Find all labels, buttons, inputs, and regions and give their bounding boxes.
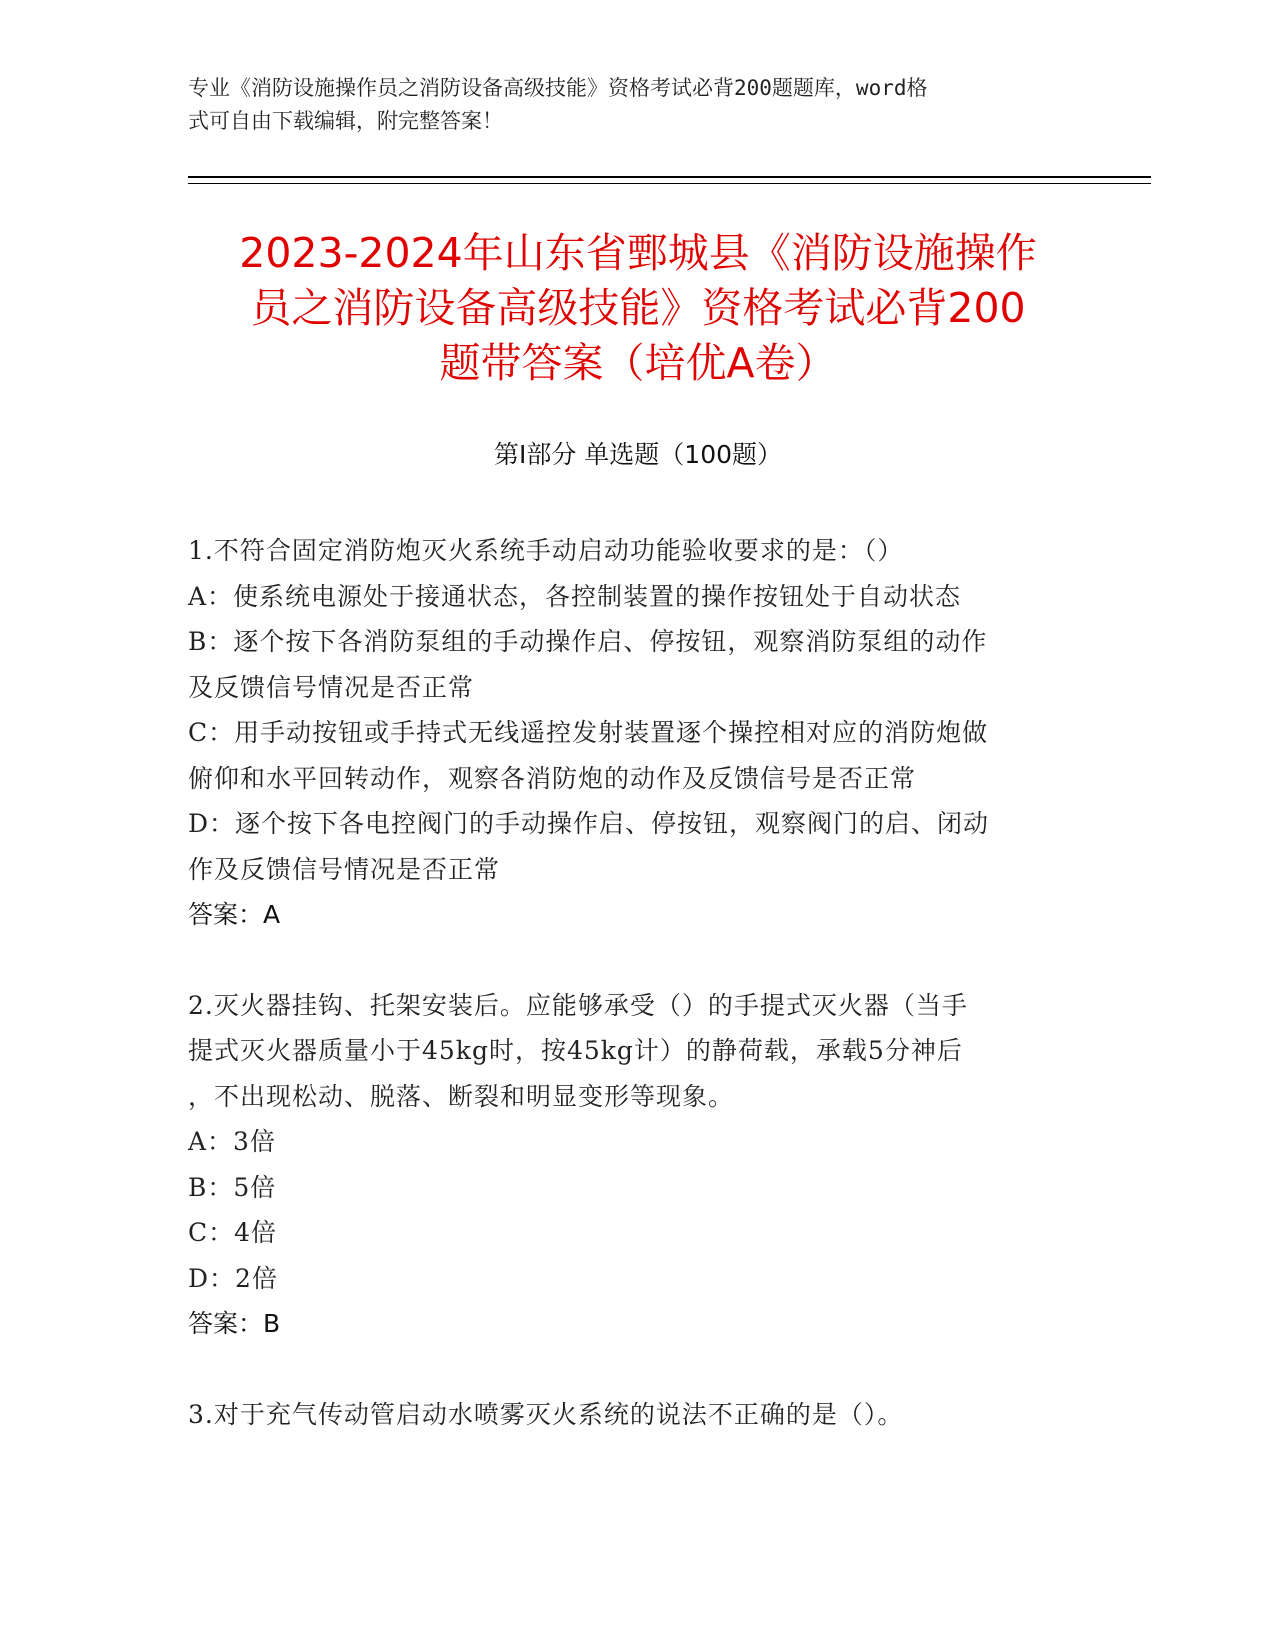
question-stem: 2.灭火器挂钩、托架安装后。应能够承受（）的手提式灭火器（当手 — [188, 990, 968, 1020]
answer-line: 答案：A — [188, 900, 281, 929]
document-title — [188, 226, 1088, 391]
option-c: C：用手动按钮或手持式无线遥控发射装置逐个操控相对应的消防炮做 — [188, 718, 989, 747]
option-b: B：5倍 — [188, 1172, 277, 1202]
option-d: D：2倍 — [188, 1263, 278, 1293]
question-stem: 3.对于充气传动管启动水喷雾灭火系统的说法不正确的是（）。 — [188, 1399, 904, 1429]
question-stem: 1.不符合固定消防炮灭火系统手动启动功能验收要求的是：（） — [188, 536, 904, 565]
question-stem-continued: 提式灭火器质量小于45kg时，按45kg计）的静荷载，承载5分神后 — [188, 1036, 963, 1065]
option-c: C：4倍 — [188, 1218, 278, 1247]
header-note-line: 式可自由下载编辑，附完整答案！ — [188, 109, 503, 133]
question-2 — [188, 983, 1068, 1347]
option-d-continued: 作及反馈信号情况是否正常 — [188, 854, 501, 884]
option-a: A：3倍 — [188, 1127, 276, 1156]
header-note-line: 专业《消防设施操作员之消防设备高级技能》资格考试必背200题题库，word格 — [188, 76, 928, 100]
section-heading: 第Ⅰ部分 单选题（100题） — [493, 440, 783, 469]
option-c-continued: 俯仰和水平回转动作，观察各消防炮的动作及反馈信号是否正常 — [188, 763, 917, 793]
option-b: B：逐个按下各消防泵组的手动操作启、停按钮，观察消防泵组的动作 — [188, 627, 988, 656]
question-list — [188, 528, 1068, 1437]
header-divider-thin — [188, 183, 1151, 184]
title-line: 2023-2024年山东省鄄城县《消防设施操作 — [239, 229, 1037, 277]
title-line: 题带答案（培优A卷） — [439, 339, 837, 387]
title-line: 员之消防设备高级技能》资格考试必背200 — [250, 284, 1026, 332]
option-d: D：逐个按下各电控阀门的手动操作启、停按钮，观察阀门的启、闭动 — [188, 809, 990, 838]
option-a: A：使系统电源处于接通状态，各控制装置的操作按钮处于自动状态 — [188, 581, 962, 611]
question-3 — [188, 1392, 1068, 1438]
header-note — [188, 72, 1068, 138]
question-stem-continued: ，不出现松动、脱落、断裂和明显变形等现象。 — [188, 1081, 735, 1111]
question-1 — [188, 528, 1068, 938]
question-spacer — [188, 1347, 1068, 1392]
header-divider-thick — [188, 176, 1151, 178]
answer-line: 答案：B — [188, 1309, 281, 1338]
option-b-continued: 及反馈信号情况是否正常 — [188, 672, 475, 702]
question-spacer — [188, 938, 1068, 983]
